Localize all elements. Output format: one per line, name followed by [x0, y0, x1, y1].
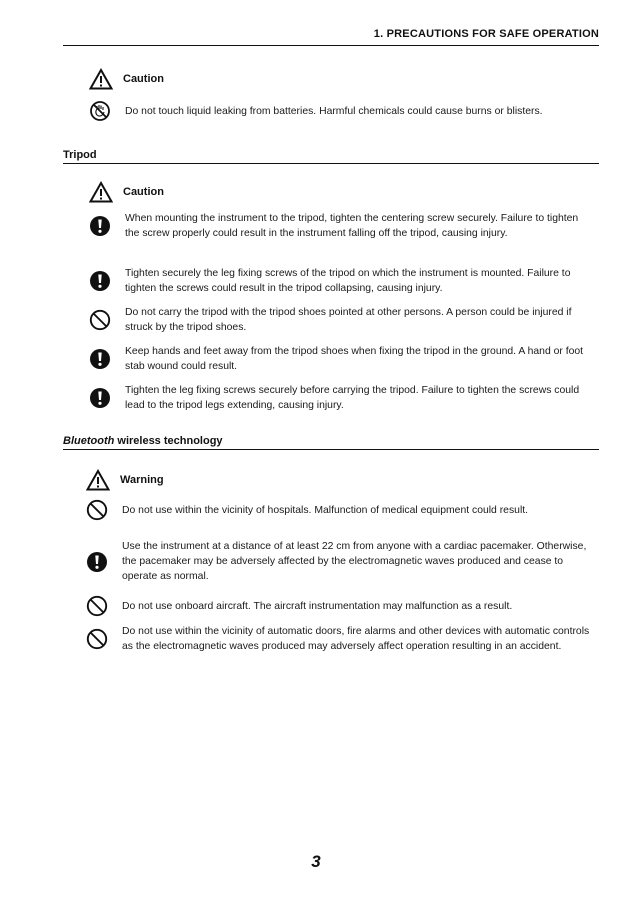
battery-item-0 [89, 100, 594, 122]
tripod-item-0 [89, 211, 594, 241]
section-heading-bluetooth: Bluetooth wireless technology [63, 435, 599, 450]
item-text: Do not carry the tripod with the tripod shoes pointed at other persons. A person could be injured if struck by the tripod shoes. [125, 307, 572, 333]
signal-word: Warning [120, 474, 164, 486]
page-number: 3 [311, 852, 321, 871]
page-header [63, 28, 599, 46]
item-text: Do not touch liquid leaking from batteries. Harmful chemicals could cause burns or blisters. [125, 105, 543, 117]
prohibited-icon [86, 595, 108, 617]
bluetooth-item-2 [86, 595, 591, 617]
item-text: Keep hands and feet away from the tripod shoes when fixing the tripod in the ground. A hand or foot stab wound could result. [125, 346, 584, 372]
warning-triangle-icon [86, 469, 110, 491]
tripod-item-3 [89, 344, 594, 374]
mandatory-exclamation-icon [89, 348, 111, 370]
item-text: Do not use within the vicinity of hospitals. Malfunction of medical equipment could result. [122, 504, 529, 516]
tripod-item-1 [89, 266, 594, 296]
bluetooth-item-3 [86, 624, 591, 654]
item-text: When mounting the instrument to the tripod, tighten the centering screw securely. Failure to tighten the screw properly could result in the instrument falling off the tripod, causing injury. [125, 213, 579, 239]
tripod-caution-signal [89, 181, 599, 203]
chapter-title: 1. PRECAUTIONS FOR SAFE OPERATION [373, 28, 599, 40]
tripod-item-2 [89, 305, 594, 335]
battery-caution-signal [89, 68, 599, 90]
item-text: Tighten securely the leg fixing screws of the tripod on which the instrument is mounted. Failure to tighten the screws could result in the tripod collapsing, causing injury. [125, 268, 571, 294]
item-text: Tighten the leg fixing screws securely before carrying the tripod. Failure to tighten the screws could lead to the tripod legs extending, causing injury. [125, 385, 580, 411]
prohibited-icon [89, 309, 111, 331]
bluetooth-item-1 [86, 539, 591, 584]
section-heading-tripod: Tripod [63, 149, 599, 164]
tripod-item-4 [89, 383, 594, 413]
prohibited-icon [86, 499, 108, 521]
signal-word: Caution [123, 186, 164, 198]
bluetooth-warning-signal [86, 469, 596, 491]
item-text: Use the instrument at a distance of at least 22 cm from anyone with a cardiac pacemaker. Otherwise, the pacemaker may be adversely affected by the electromagnetic waves produced and cease to operate as normal. [122, 541, 587, 582]
mandatory-exclamation-icon [89, 270, 111, 292]
item-text: Do not use onboard aircraft. The aircraft instrumentation may malfunction as a result. [122, 600, 513, 612]
signal-word: Caution [123, 73, 164, 85]
no-touch-icon [89, 100, 111, 122]
warning-triangle-icon [89, 181, 113, 203]
mandatory-exclamation-icon [89, 387, 111, 409]
prohibited-icon [86, 628, 108, 650]
mandatory-exclamation-icon [86, 551, 108, 573]
mandatory-exclamation-icon [89, 215, 111, 237]
item-text: Do not use within the vicinity of automatic doors, fire alarms and other devices with automatic controls as the electromagnetic waves produced may adversely affect operation resulting in an accident. [122, 626, 590, 652]
warning-triangle-icon [89, 68, 113, 90]
bluetooth-item-0 [86, 499, 591, 521]
